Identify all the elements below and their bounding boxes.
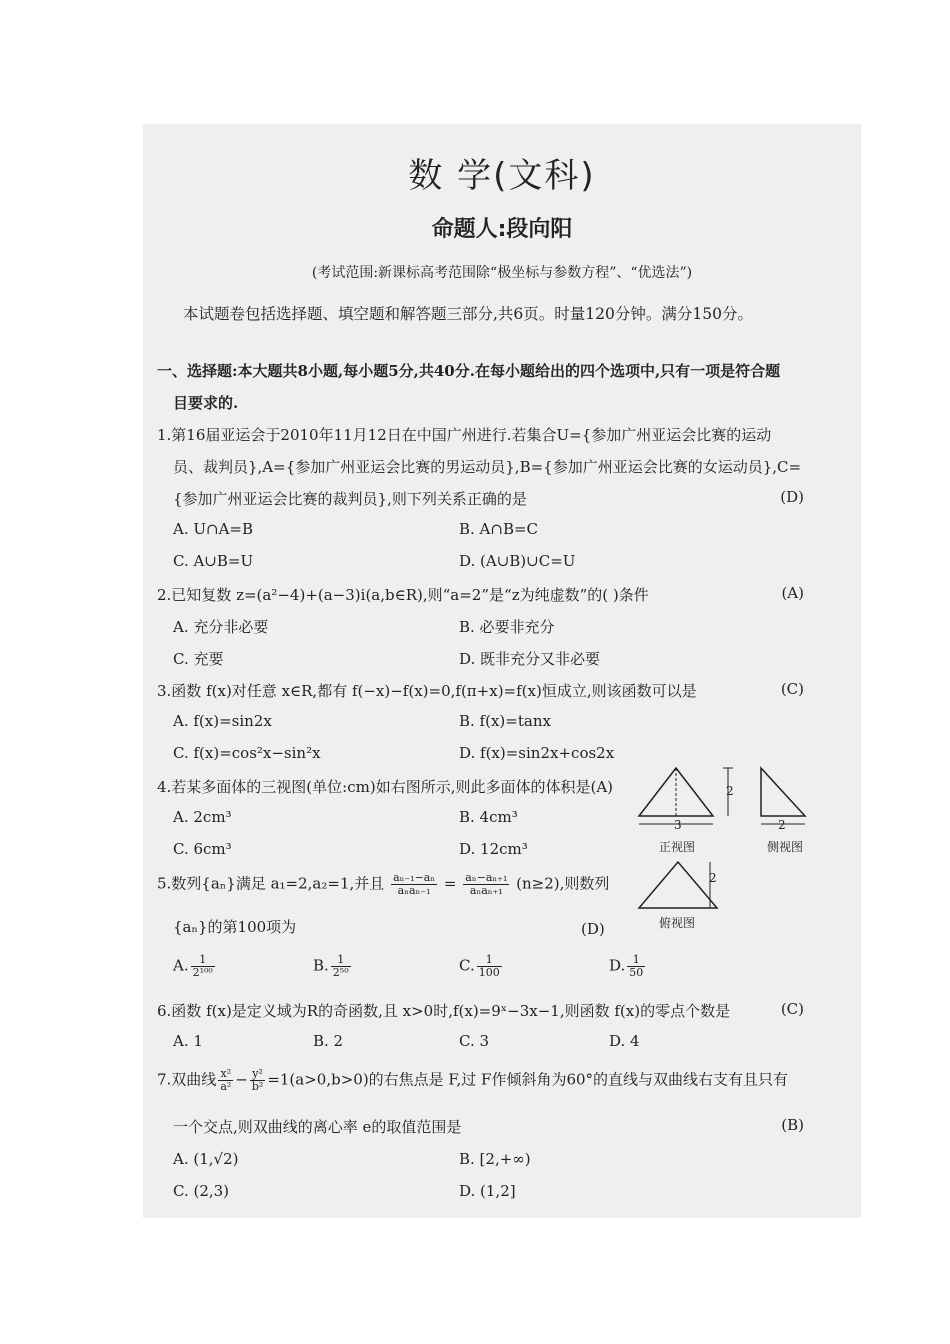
q1-option-d: D. (A∪B)∪C=U [459, 552, 576, 570]
author-line: 命题人:段向阳 [431, 217, 573, 242]
q1-stem-3: {参加广州亚运会比赛的裁判员},则下列关系正确的是 [173, 490, 527, 508]
q5-frac1-den: aₙaₙ₋₁ [397, 884, 431, 897]
q2-option-c: C. 充要 [173, 650, 224, 668]
q1-stem-1: 1.第16届亚运会于2010年11月12日在中国广州进行.若集合U={参加广州亚运会比赛的运动 [157, 426, 772, 444]
q2-answer: (A) [781, 584, 804, 602]
front-view-label: 正视图 [659, 840, 696, 854]
q3-option-c: C. f(x)=cos²x−sin²x [173, 744, 321, 762]
q5-option-a-fraction [191, 954, 215, 979]
q5-answer: (D) [581, 920, 605, 938]
q7-stem-1 [157, 1068, 788, 1093]
q7-stem-b: =1(a>0,b>0)的右焦点是 F,过 F作倾斜角为60°的直线与双曲线右支有且只有 [267, 1070, 789, 1089]
q5-option-d-fraction [627, 954, 645, 979]
q7-option-a: A. (1,√2) [173, 1150, 239, 1168]
q5-option-b-fraction [331, 954, 351, 979]
exam-paper [143, 124, 861, 1218]
q5-option-c [459, 954, 504, 979]
q5-option-c-letter: C. [459, 956, 475, 975]
q4-option-b: B. 4cm³ [459, 808, 518, 826]
q5-fraction-1 [391, 872, 437, 897]
q5-d-num: 1 [627, 954, 645, 967]
q5-stem-a: 5.数列{aₙ}满足 a₁=2,a₂=1,并且 [157, 874, 385, 893]
q7-f2-num: y² [250, 1068, 265, 1081]
q7-fraction-2 [250, 1068, 265, 1093]
q3-option-a: A. f(x)=sin2x [173, 712, 272, 730]
q7-option-b: B. [2,+∞) [459, 1150, 531, 1168]
q6-option-b: B. 2 [313, 1032, 344, 1050]
q4-option-a: A. 2cm³ [173, 808, 232, 826]
q7-option-c: C. (2,3) [173, 1182, 230, 1200]
q6-option-d: D. 4 [609, 1032, 640, 1050]
top-view-height-marker [703, 856, 717, 914]
q7-f2-den: b² [251, 1080, 264, 1093]
page-title: 数 学(文科) [408, 156, 596, 196]
top-view-label: 俯视图 [659, 916, 696, 930]
q5-stem-b: (n≥2),则数列 [516, 874, 610, 893]
q7-answer: (B) [781, 1116, 804, 1134]
q1-option-b: B. A∩B=C [459, 520, 539, 538]
q5-equals: = [443, 874, 457, 893]
section-heading-cont: 目要求的. [173, 394, 239, 412]
q5-frac2-den: aₙaₙ₊₁ [469, 884, 503, 897]
q1-answer: (D) [780, 488, 804, 506]
q5-option-d [609, 954, 647, 979]
q6-answer: (C) [780, 1000, 804, 1018]
q6-option-c: C. 3 [459, 1032, 490, 1050]
q4-option-d: D. 12cm³ [459, 840, 528, 858]
q2-option-a: A. 充分非必要 [173, 618, 269, 636]
q3-option-d: D. f(x)=sin2x+cos2x [459, 744, 615, 762]
q5-b-num: 1 [331, 954, 351, 967]
q4-stem: 4.若某多面体的三视图(单位:cm)如右图所示,则此多面体的体积是(A) [157, 778, 614, 796]
q7-stem-2: 一个交点,则双曲线的离心率 e的取值范围是 [173, 1118, 462, 1136]
q5-c-num: 1 [477, 954, 502, 967]
q5-frac1-num: aₙ₋₁−aₙ [393, 871, 436, 884]
side-view-label: 侧视图 [767, 840, 804, 854]
q5-stem-1 [157, 872, 609, 897]
q7-minus: − [235, 1070, 248, 1089]
q5-fraction-2 [463, 872, 509, 897]
q3-stem: 3.函数 f(x)对任意 x∈R,都有 f(−x)−f(x)=0,f(π+x)=f(x)恒成立,则该函数可以是 [157, 682, 697, 700]
q5-option-d-letter: D. [609, 956, 626, 975]
q2-stem: 2.已知复数 z=(a²−4)+(a−3)i(a,b∈R),则“a=2”是“z为纯虚数”的( )条件 [157, 586, 649, 604]
exam-scope: (考试范围:新课标高考范围除“极坐标与参数方程”、“优选法”) [311, 265, 693, 281]
top-view-dim-2: 2 [709, 871, 717, 885]
section-heading: 一、选择题:本大题共8小题,每小题5分,共40分.在每小题给出的四个选项中,只有一项是符合题 [157, 362, 781, 380]
q5-option-b [313, 954, 353, 979]
q7-stem-a: 7.双曲线 [157, 1070, 217, 1089]
side-view-dim-2: 2 [778, 818, 786, 832]
q5-option-a-letter: A. [173, 956, 189, 975]
q7-f1-num: x² [218, 1068, 233, 1081]
q3-option-b: B. f(x)=tanx [459, 712, 551, 730]
front-view-dim-3: 3 [674, 818, 682, 832]
exam-intro: 本试题卷包括选择题、填空题和解答题三部分,共6页。时量120分钟。满分150分。 [183, 305, 753, 323]
front-view-dim-2: 2 [726, 784, 734, 798]
q5-frac2-num: aₙ−aₙ₊₁ [465, 871, 508, 884]
q5-d-den: 50 [629, 966, 644, 979]
q7-option-d: D. (1,2] [459, 1182, 516, 1200]
q5-stem-2: {aₙ}的第100项为 [173, 918, 297, 936]
q3-answer: (C) [780, 680, 804, 698]
q1-option-a: A. U∩A=B [173, 520, 254, 538]
q5-a-den: 2¹⁰⁰ [192, 966, 213, 979]
q6-option-a: A. 1 [173, 1032, 203, 1050]
q5-b-den: 2⁵⁰ [332, 966, 349, 979]
q5-option-a [173, 954, 217, 979]
q4-option-c: C. 6cm³ [173, 840, 232, 858]
q5-a-num: 1 [191, 954, 215, 967]
q2-option-d: D. 既非充分又非必要 [459, 650, 601, 668]
q5-option-c-fraction [477, 954, 502, 979]
q1-option-c: C. A∪B=U [173, 552, 254, 570]
q6-stem: 6.函数 f(x)是定义域为R的奇函数,且 x>0时,f(x)=9ˣ−3x−1,则函数 f(x)的零点个数是 [157, 1002, 731, 1020]
q7-f1-den: a² [220, 1080, 232, 1093]
q7-fraction-1 [218, 1068, 233, 1093]
q2-option-b: B. 必要非充分 [459, 618, 555, 636]
q5-option-b-letter: B. [313, 956, 329, 975]
q5-c-den: 100 [478, 966, 500, 979]
q1-stem-2: 员、裁判员},A={参加广州亚运会比赛的男运动员},B={参加广州亚运会比赛的女运动员},C= [173, 458, 802, 476]
